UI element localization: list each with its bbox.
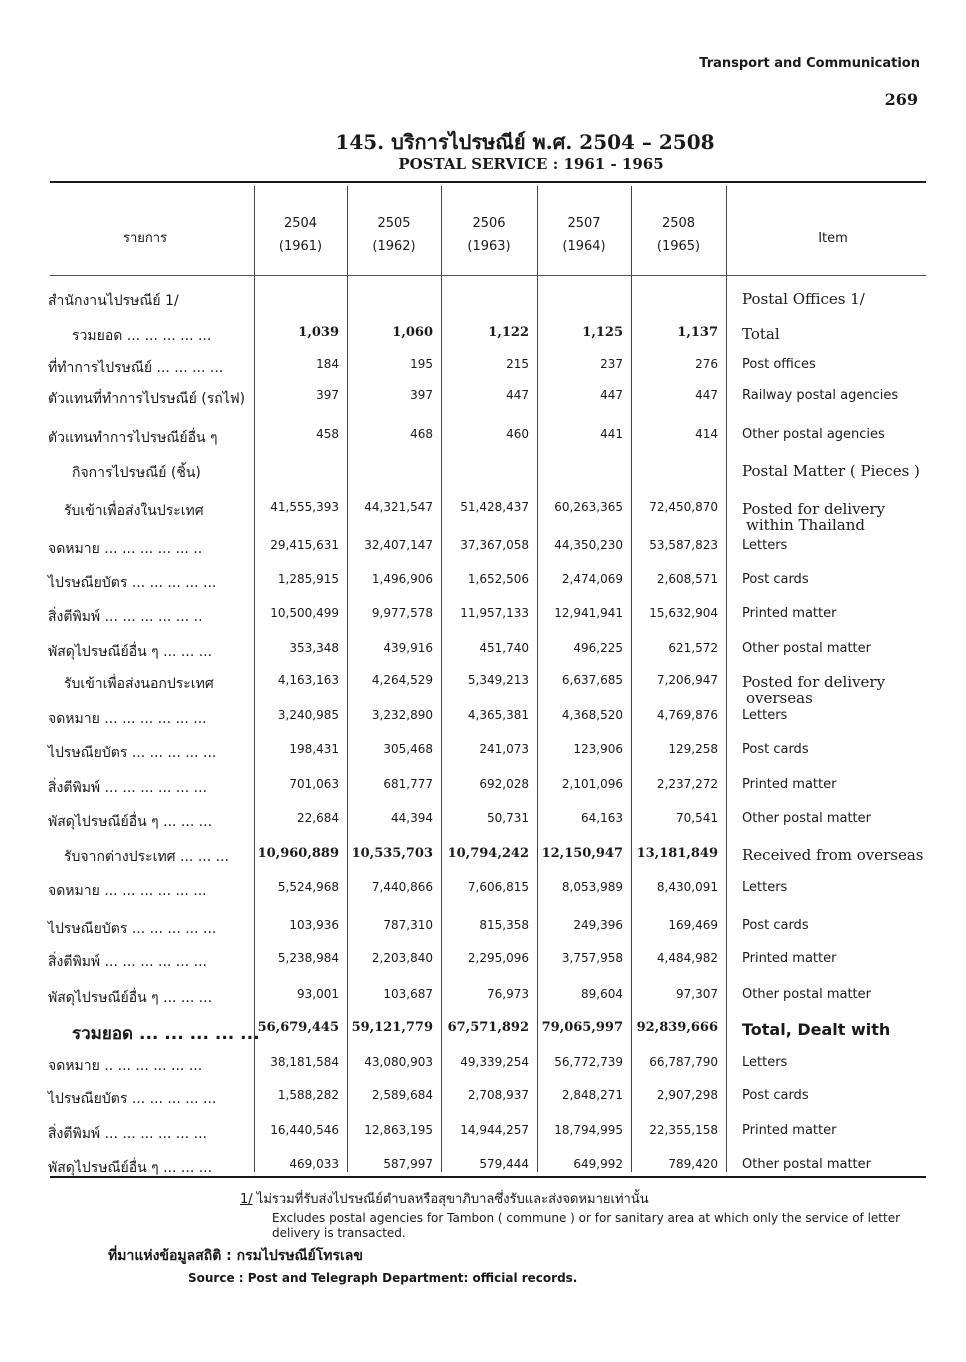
table-cell: 1,039 [298, 325, 339, 340]
column-header-item-thai: รายการ [122, 231, 168, 246]
table-cell: 3,757,958 [561, 951, 623, 965]
table-cell: 5,349,213 [467, 673, 529, 687]
row-label-english: Other postal matter [742, 987, 871, 1002]
row-label-english: Total, Dealt with [742, 1020, 891, 1039]
table-cell: 2,608,571 [656, 572, 718, 586]
table-cell: 56,679,445 [257, 1020, 339, 1035]
table-cell: 2,203,840 [371, 951, 433, 965]
table-cell: 579,444 [479, 1157, 529, 1171]
table-cell: 184 [316, 357, 339, 371]
table-cell: 2,708,937 [467, 1088, 529, 1102]
table-cell: 51,428,437 [460, 500, 529, 514]
column-header-year [631, 212, 726, 258]
table-row [0, 811, 966, 841]
row-label-english: Postal Matter ( Pieces ) [742, 462, 920, 480]
page-number: 269 [884, 90, 918, 109]
table-row [0, 846, 966, 876]
table-cell: 276 [695, 357, 718, 371]
table-cell: 66,787,790 [649, 1055, 718, 1069]
table-cell: 1,496,906 [371, 572, 433, 586]
table-cell: 18,794,995 [554, 1123, 623, 1137]
table-cell: 60,263,365 [554, 500, 623, 514]
table-cell: 2,101,096 [561, 777, 623, 791]
table-cell: 2,474,069 [561, 572, 623, 586]
row-label-thai: พัสดุไปรษณีย์อื่น ๆ ... ... ... [48, 644, 213, 660]
row-label-thai: ตัวแทนทำการไปรษณีย์อื่น ๆ [48, 430, 218, 446]
table-cell: 10,500,499 [270, 606, 339, 620]
table-row [0, 1088, 966, 1118]
row-label-english: Printed matter [742, 951, 837, 966]
table-cell: 12,863,195 [364, 1123, 433, 1137]
table-cell: 22,684 [297, 811, 339, 825]
table-cell: 123,906 [573, 742, 623, 756]
row-label-english-continued: within Thailand [746, 516, 865, 534]
table-cell: 1,652,506 [467, 572, 529, 586]
table-row [0, 641, 966, 671]
table-cell: 397 [316, 388, 339, 402]
table-cell: 49,339,254 [460, 1055, 529, 1069]
row-label-thai: จดหมาย ... ... ... ... ... ... [48, 883, 207, 899]
year-be: 2506 [472, 216, 506, 231]
source-thai: ที่มาแห่งข้อมูลสถิติ : กรมไปรษณีย์โทรเลข [108, 1248, 363, 1264]
year-ce: (1961) [278, 239, 323, 254]
row-label-english: Posted for delivery [742, 673, 886, 691]
table-cell: 79,065,997 [541, 1020, 623, 1035]
table-cell: 4,264,529 [371, 673, 433, 687]
table-row [0, 880, 966, 910]
table-cell: 6,637,685 [561, 673, 623, 687]
table-cell: 50,731 [487, 811, 529, 825]
row-label-english: Other postal matter [742, 641, 871, 656]
table-cell: 237 [600, 357, 623, 371]
table-cell: 7,606,815 [467, 880, 529, 894]
footnote-thai-text: ไม่รวมที่รับส่งไปรษณีย์ตำบลหรือสุขาภิบาลซึ่งรับและส่งจดหมายเท่านั้น [256, 1192, 649, 1207]
table-cell: 38,181,584 [270, 1055, 339, 1069]
table-cell: 7,206,947 [656, 673, 718, 687]
table-cell: 439,916 [383, 641, 433, 655]
row-label-thai: ไปรษณียบัตร ... ... ... ... ... [48, 921, 217, 937]
table-cell: 12,941,941 [554, 606, 623, 620]
table-row [0, 357, 966, 387]
table-cell: 469,033 [289, 1157, 339, 1171]
row-label-english: Letters [742, 880, 788, 895]
row-label-english: Printed matter [742, 606, 837, 621]
table-row [0, 708, 966, 738]
table-cell: 241,073 [479, 742, 529, 756]
row-label-thai: สิ่งตีพิมพ์ ... ... ... ... ... ... [48, 1126, 207, 1142]
table-cell: 701,063 [289, 777, 339, 791]
top-rule [50, 181, 926, 183]
table-cell: 5,524,968 [277, 880, 339, 894]
row-label-thai: พัสดุไปรษณีย์อื่น ๆ ... ... ... [48, 1160, 213, 1176]
source-english: Source : Post and Telegraph Department: official records. [188, 1271, 578, 1285]
table-cell: 9,977,578 [371, 606, 433, 620]
table-cell: 97,307 [676, 987, 718, 1001]
table-cell: 1,588,282 [277, 1088, 339, 1102]
table-row [0, 572, 966, 602]
row-label-thai: สิ่งตีพิมพ์ ... ... ... ... ... .. [48, 609, 203, 625]
table-row [0, 918, 966, 948]
table-cell: 1,125 [582, 325, 623, 340]
table-cell: 414 [695, 427, 718, 441]
table-cell: 2,589,684 [371, 1088, 433, 1102]
table-row [0, 673, 966, 707]
row-label-english-continued: overseas [746, 689, 813, 707]
year-ce: (1964) [562, 239, 606, 254]
table-cell: 22,355,158 [649, 1123, 718, 1137]
table-cell: 93,001 [297, 987, 339, 1001]
table-cell: 44,321,547 [364, 500, 433, 514]
row-label-thai: ไปรษณียบัตร ... ... ... ... ... [48, 575, 217, 591]
table-row [0, 742, 966, 772]
table-cell: 53,587,823 [649, 538, 718, 552]
row-label-english: Post cards [742, 572, 809, 587]
table-cell: 5,238,984 [277, 951, 339, 965]
table-row [0, 1055, 966, 1085]
table-cell: 2,907,298 [656, 1088, 718, 1102]
table-title-thai: 145. บริการไปรษณีย์ พ.ศ. 2504 – 2508 [335, 130, 715, 154]
table-cell: 4,163,163 [277, 673, 339, 687]
table-cell: 67,571,892 [447, 1020, 529, 1035]
table-cell: 621,572 [668, 641, 718, 655]
table-cell: 4,365,381 [467, 708, 529, 722]
table-cell: 103,687 [383, 987, 433, 1001]
table-row [0, 1123, 966, 1153]
row-label-thai: พัสดุไปรษณีย์อื่น ๆ ... ... ... [48, 990, 213, 1006]
table-row [0, 538, 966, 568]
year-be: 2507 [567, 216, 601, 231]
table-cell: 11,957,133 [460, 606, 529, 620]
table-cell: 789,420 [668, 1157, 718, 1171]
row-label-english: Post cards [742, 1088, 809, 1103]
table-cell: 129,258 [668, 742, 718, 756]
row-label-thai: รับเข้าเพื่อส่งนอกประเทศ [64, 676, 214, 692]
table-cell: 787,310 [383, 918, 433, 932]
table-cell: 447 [600, 388, 623, 402]
table-cell: 59,121,779 [351, 1020, 433, 1035]
table-cell: 692,028 [479, 777, 529, 791]
table-cell: 3,240,985 [277, 708, 339, 722]
table-cell: 64,163 [581, 811, 623, 825]
row-label-thai: รวมยอด ... ... ... ... ... [72, 1024, 260, 1044]
column-header-year [537, 212, 631, 258]
row-label-thai: รวมยอด ... ... ... ... ... [72, 328, 212, 344]
table-row [0, 500, 966, 534]
table-cell: 3,232,890 [371, 708, 433, 722]
table-cell: 4,368,520 [561, 708, 623, 722]
table-cell: 92,839,666 [636, 1020, 718, 1035]
table-cell: 460 [506, 427, 529, 441]
column-header-item-english: Item [818, 231, 848, 246]
table-cell: 29,415,631 [270, 538, 339, 552]
year-be: 2508 [661, 216, 696, 231]
row-label-thai: สิ่งตีพิมพ์ ... ... ... ... ... ... [48, 954, 207, 970]
row-label-thai: จดหมาย ... ... ... ... ... ... [48, 711, 207, 727]
table-row [0, 777, 966, 807]
table-cell: 13,181,849 [636, 846, 718, 861]
table-row [0, 1157, 966, 1187]
table-cell: 451,740 [479, 641, 529, 655]
row-label-thai: รับเข้าเพื่อส่งในประเทศ [64, 503, 204, 519]
table-cell: 649,992 [573, 1157, 623, 1171]
row-label-english: Letters [742, 538, 788, 553]
table-cell: 1,122 [488, 325, 529, 340]
column-header-year [347, 212, 441, 258]
table-cell: 1,285,915 [277, 572, 339, 586]
table-cell: 8,053,989 [561, 880, 623, 894]
table-cell: 1,060 [392, 325, 433, 340]
table-cell: 397 [410, 388, 433, 402]
table-cell: 169,469 [668, 918, 718, 932]
year-be: 2505 [377, 216, 411, 231]
table-row [0, 325, 966, 355]
table-cell: 447 [695, 388, 718, 402]
footnote-thai [240, 1188, 649, 1209]
table-cell: 37,367,058 [460, 538, 529, 552]
header-rule [50, 275, 926, 276]
table-cell: 195 [410, 357, 433, 371]
table-row [0, 606, 966, 636]
row-label-english: Post cards [742, 918, 809, 933]
row-label-english: Other postal matter [742, 811, 871, 826]
year-ce: (1963) [467, 239, 511, 254]
table-row [0, 951, 966, 981]
table-cell: 2,295,096 [467, 951, 529, 965]
table-cell: 43,080,903 [364, 1055, 433, 1069]
table-cell: 447 [506, 388, 529, 402]
row-label-english: Received from overseas [742, 846, 924, 864]
table-cell: 41,555,393 [270, 500, 339, 514]
row-label-english: Posted for delivery [742, 500, 886, 518]
table-cell: 56,772,739 [554, 1055, 623, 1069]
row-label-english: Printed matter [742, 1123, 837, 1138]
table-cell: 76,973 [487, 987, 529, 1001]
table-cell: 72,450,870 [649, 500, 718, 514]
row-label-thai: จดหมาย ... ... ... ... ... .. [48, 541, 203, 557]
table-cell: 249,396 [573, 918, 623, 932]
row-label-thai: ที่ทำการไปรษณีย์ ... ... ... ... [48, 360, 224, 376]
table-cell: 681,777 [383, 777, 433, 791]
table-cell: 305,468 [383, 742, 433, 756]
row-label-thai: ไปรษณียบัตร ... ... ... ... ... [48, 745, 217, 761]
row-label-english: Railway postal agencies [742, 388, 899, 403]
table-cell: 70,541 [676, 811, 718, 825]
table-cell: 15,632,904 [649, 606, 718, 620]
row-label-english: Other postal matter [742, 1157, 871, 1172]
table-cell: 353,348 [289, 641, 339, 655]
table-cell: 815,358 [479, 918, 529, 932]
row-label-thai: กิจการไปรษณีย์ (ชิ้น) [72, 465, 201, 481]
table-cell: 4,484,982 [656, 951, 718, 965]
table-row [0, 427, 966, 457]
table-row [0, 1020, 966, 1050]
table-cell: 10,960,889 [257, 846, 339, 861]
footnote-marker: 1/ [240, 1192, 253, 1207]
row-label-english: Total [742, 325, 780, 343]
table-cell: 7,440,866 [371, 880, 433, 894]
table-cell: 8,430,091 [656, 880, 718, 894]
row-label-thai: ไปรษณียบัตร ... ... ... ... ... [48, 1091, 217, 1107]
table-cell: 32,407,147 [364, 538, 433, 552]
table-cell: 1,137 [677, 325, 718, 340]
table-cell: 89,604 [581, 987, 623, 1001]
table-cell: 496,225 [573, 641, 623, 655]
table-row [0, 987, 966, 1017]
section-header: Transport and Communication [699, 56, 920, 71]
year-be: 2504 [283, 216, 318, 231]
table-cell: 458 [316, 427, 339, 441]
row-label-english: Printed matter [742, 777, 837, 792]
table-cell: 2,237,272 [656, 777, 718, 791]
table-title-english: POSTAL SERVICE : 1961 - 1965 [398, 155, 664, 173]
table-cell: 441 [600, 427, 623, 441]
row-label-english: Post cards [742, 742, 809, 757]
table-cell: 16,440,546 [270, 1123, 339, 1137]
table-cell: 12,150,947 [541, 846, 623, 861]
table-cell: 14,944,257 [460, 1123, 529, 1137]
row-label-english: Postal Offices 1/ [742, 290, 865, 308]
row-label-thai: สำนักงานไปรษณีย์ 1/ [48, 293, 179, 309]
table-cell: 103,936 [289, 918, 339, 932]
row-label-english: Letters [742, 708, 788, 723]
row-label-thai: ตัวแทนที่ทำการไปรษณีย์ (รถไฟ) [48, 391, 246, 407]
table-cell: 2,848,271 [561, 1088, 623, 1102]
table-row [0, 462, 966, 492]
table-row [0, 290, 966, 320]
table-cell: 198,431 [289, 742, 339, 756]
table-cell: 215 [506, 357, 529, 371]
table-cell: 10,794,242 [447, 846, 529, 861]
row-label-thai: สิ่งตีพิมพ์ ... ... ... ... ... ... [48, 780, 207, 796]
table-cell: 44,350,230 [554, 538, 623, 552]
table-cell: 10,535,703 [351, 846, 433, 861]
table-cell: 587,997 [383, 1157, 433, 1171]
column-header-year [254, 212, 347, 258]
year-ce: (1962) [372, 239, 416, 254]
table-cell: 44,394 [391, 811, 433, 825]
row-label-thai: รับจากต่างประเทศ ... ... ... [64, 849, 229, 865]
footnote-english: Excludes postal agencies for Tambon ( commune ) or for sanitary area at which only the service of letter delivery is transacted. [272, 1211, 901, 1240]
row-label-english: Post offices [742, 357, 816, 372]
table-row [0, 388, 966, 418]
table-cell: 468 [410, 427, 433, 441]
row-label-thai: จดหมาย .. ... ... ... ... ... [48, 1058, 203, 1074]
year-ce: (1965) [656, 239, 701, 254]
row-label-thai: พัสดุไปรษณีย์อื่น ๆ ... ... ... [48, 814, 213, 830]
table-cell: 4,769,876 [656, 708, 718, 722]
column-header-year [441, 212, 537, 258]
row-label-english: Letters [742, 1055, 788, 1070]
row-label-english: Other postal agencies [742, 427, 885, 442]
